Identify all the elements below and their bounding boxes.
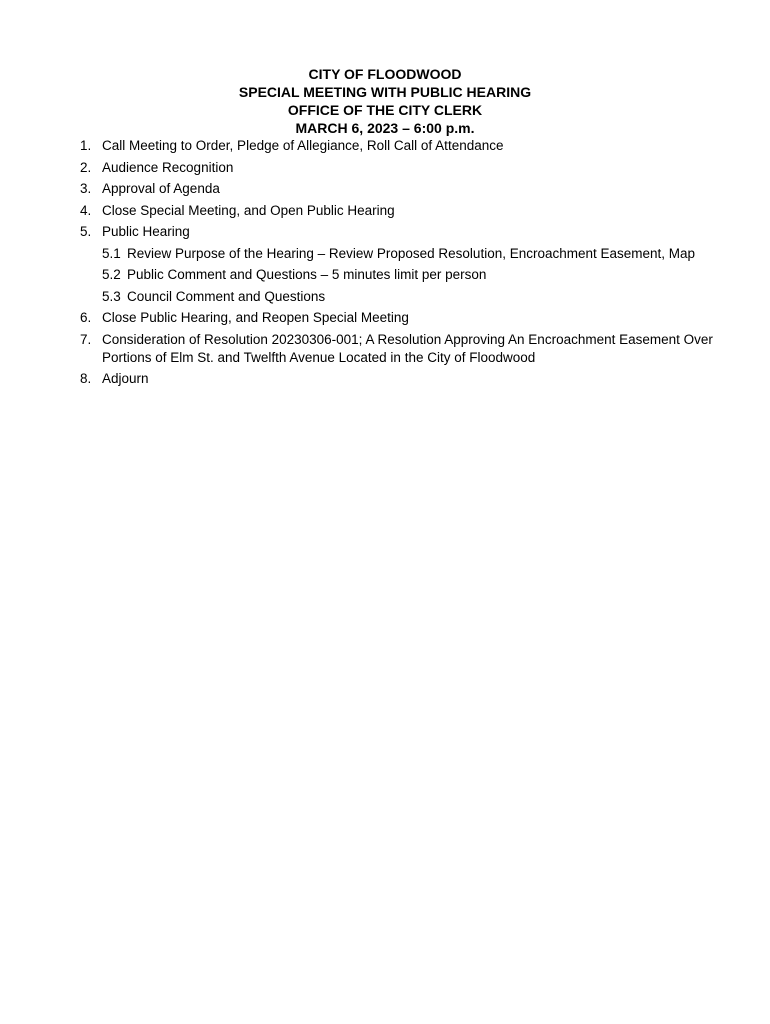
agenda-item-text: Adjourn [102, 371, 149, 386]
agenda-item [80, 180, 740, 198]
agenda-subitem-number: 5.2 [102, 267, 121, 282]
document-header [0, 65, 770, 137]
agenda-subitem [80, 245, 740, 263]
agenda-subitem-text: Review Purpose of the Hearing – Review Proposed Resolution, Encroachment Easement, Map [127, 245, 696, 261]
agenda-subitem [80, 288, 740, 306]
agenda-item-text: Consideration of Resolution 20230306-001; A Resolution Approving An Encroachment Easement Over Portions of Elm St. and Twelfth Avenue Located in the City of Floodwood [102, 331, 713, 365]
agenda-list [80, 137, 740, 392]
agenda-subitem-text: Public Comment and Questions – 5 minutes limit per person [127, 267, 487, 282]
agenda-item-number: 8. [80, 371, 92, 386]
header-meeting-type: SPECIAL MEETING WITH PUBLIC HEARING [238, 84, 532, 100]
header-city-name: CITY OF FLOODWOOD [308, 66, 462, 82]
agenda-item-text: Approval of Agenda [102, 181, 220, 196]
agenda-item [80, 370, 740, 388]
agenda-item-number: 5. [80, 224, 92, 239]
agenda-item [80, 309, 740, 327]
agenda-item-number: 4. [80, 202, 92, 218]
agenda-item-text: Public Hearing [102, 224, 190, 239]
agenda-subitem-number: 5.1 [102, 245, 121, 261]
agenda-subitem-number: 5.3 [102, 288, 121, 304]
agenda-item [80, 159, 740, 177]
agenda-item-number: 7. [80, 331, 92, 347]
agenda-item [80, 137, 740, 155]
agenda-item-number: 1. [80, 138, 92, 153]
header-date-time: MARCH 6, 2023 – 6:00 p.m. [295, 120, 475, 136]
agenda-item-number: 2. [80, 159, 92, 175]
agenda-item-text: Close Special Meeting, and Open Public Hearing [102, 202, 395, 218]
agenda-item-text: Audience Recognition [102, 159, 234, 175]
agenda-item [80, 202, 740, 220]
header-office: OFFICE OF THE CITY CLERK [287, 102, 483, 118]
agenda-item-text: Close Public Hearing, and Reopen Special Meeting [102, 310, 409, 325]
agenda-item-number: 6. [80, 310, 92, 325]
agenda-item [80, 223, 740, 241]
agenda-subitem [80, 266, 740, 284]
agenda-item-number: 3. [80, 181, 92, 196]
agenda-item-text: Call Meeting to Order, Pledge of Allegiance, Roll Call of Attendance [102, 138, 504, 153]
agenda-subitem-text: Council Comment and Questions [127, 288, 326, 304]
agenda-item [80, 331, 740, 367]
